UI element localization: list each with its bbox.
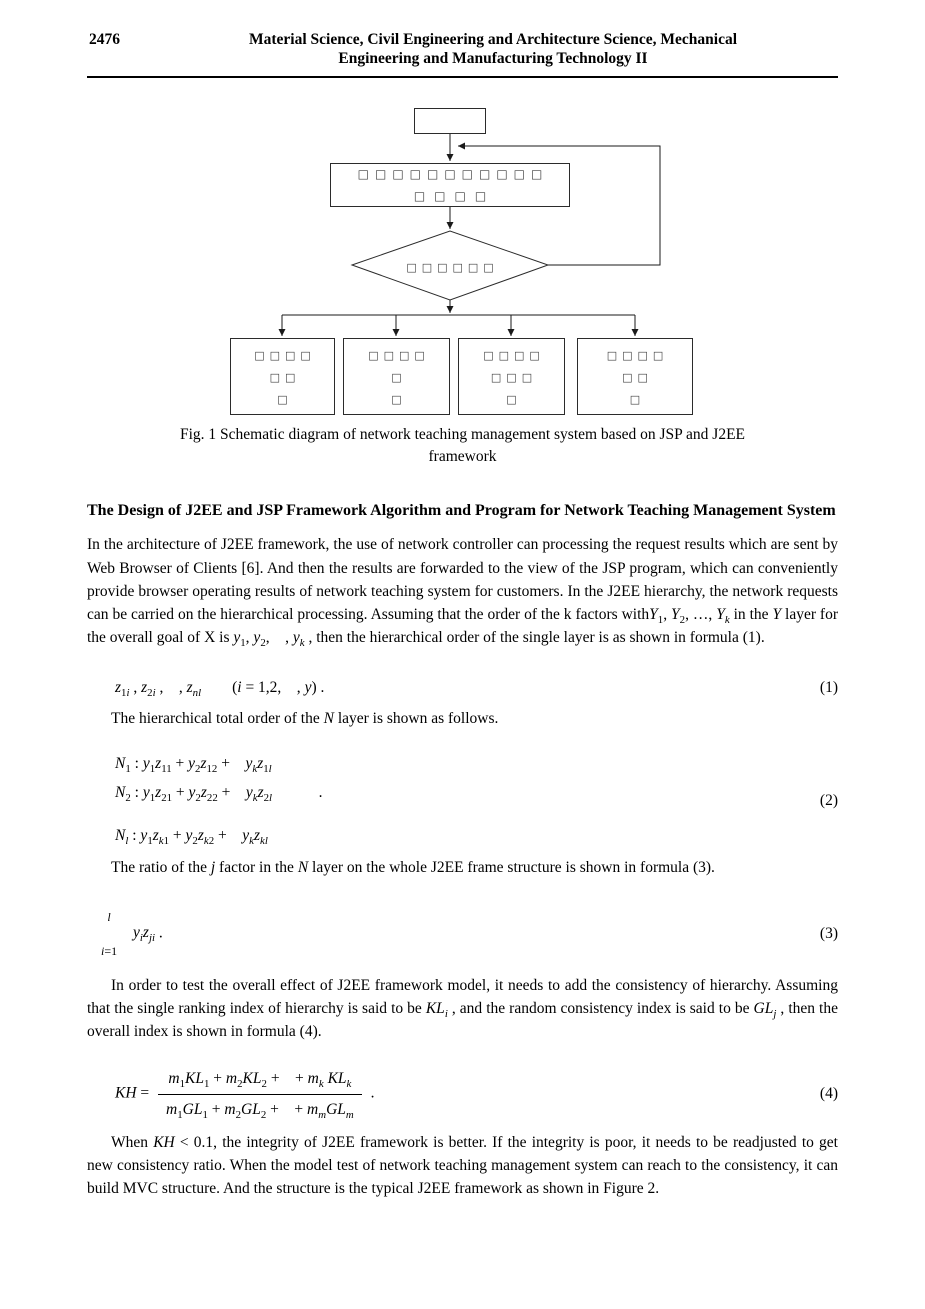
formula-1-number: (1) — [819, 678, 838, 696]
formula-2-line1: $N_1$ : $y_1z_{11} + y_2z_{12}$ + $y_kz_{1l}$ — [115, 755, 272, 776]
branch-box-line: □ — [277, 392, 293, 406]
branch-box-line: □□□□ — [254, 348, 316, 362]
journal-title — [148, 30, 838, 69]
flowchart-branch-box-4 — [577, 338, 693, 415]
main-box-line: □□□□ — [413, 188, 496, 203]
summation-bounds — [101, 908, 117, 960]
formula-2-line2: $N_2$ : $y_1z_{21} + y_2z_{22}$ + $y_kz_{2l}$ . — [115, 783, 323, 804]
branch-box-line: □ — [629, 392, 646, 406]
figure-1 — [87, 106, 838, 469]
formula-3-sum-upper: l — [107, 909, 111, 924]
formula-3-number: (3) — [819, 924, 838, 942]
para-total-order: The hierarchical total order of the N layer is shown as follows. — [111, 709, 499, 727]
section-heading: The Design of J2EE and JSP Framework Algorithm and Program for Network Teaching Management System — [87, 501, 836, 519]
para-conclusion: When KH < 0.1, the integrity of J2EE framework is better. If the integrity is poor, it needs to be readjusted to get new consistency ratio. When the model test of network teaching management system can reach to the consistency, it can build MVC structure. And the structure is the typical J2EE framework as shown in Figure 2. — [87, 1133, 838, 1198]
formula-1-body: $z_{1i}$ , $z_{2i}$ , , $z_{nl}$ (i = 1,2, , y) . — [115, 678, 325, 699]
formula-2-body — [115, 750, 322, 850]
formula-4 — [87, 1067, 838, 1121]
formula-4-period: . — [370, 1084, 375, 1102]
formula-1 — [87, 676, 838, 699]
page-number: 2476 — [89, 31, 120, 48]
figure-caption-line1: Fig. 1 Schematic diagram of network teaching management system based on JSP and J2EE — [179, 425, 746, 443]
branch-box-line: □ — [506, 392, 522, 406]
para-consistency: In order to test the overall effect of J2EE framework model, it needs to add the consistency of hierarchy. Assuming that the single ranking index of hierarchy is said to be $KL_i$ , and the random consistency index is said to be $GL_j$ , then the overall index is shown in formula (4). — [87, 976, 838, 1040]
formula-2-number: (2) — [819, 791, 838, 809]
formula-2-line3: $N_l$ : $y_1z_{k1} + y_2z_{k2}$ + $y_kz_{kl}$ — [115, 826, 268, 847]
formula-3-body: $y_iz_{ji}$ . — [133, 924, 163, 945]
branch-box-line: □□□□ — [368, 348, 430, 362]
formula-4-fraction — [158, 1067, 362, 1121]
para-intro: In the architecture of J2EE framework, the use of network controller can processing the request results which are sent by Web Browser of Clients [6]. And then the results are forwarded to the view of the JSP program, which can conveniently provide browser operating results of network teaching system for customers. In the J2EE hierarchy, the network requests can be carried on the hierarchical processing. Assuming that the order of the k factors withY$_1$, $Y_2$, …, $Y_k$ in the Y layer for the overall goal of X is $y_1$, $y_2$, , $y_k$ , then the hierarchical order of the single layer is as shown in formula (1). — [87, 536, 838, 650]
decision-label: □□□□□□ — [406, 260, 499, 274]
formula-4-lhs: KH = — [115, 1084, 150, 1102]
branch-box-line: □□□□ — [483, 348, 545, 362]
header-row — [87, 30, 838, 69]
para-ratio: The ratio of the j factor in the N layer on the whole J2EE frame structure is shown in formula (3). — [111, 859, 715, 877]
branch-box-line: □ — [391, 392, 407, 406]
branch-box-line: □□□ — [490, 370, 538, 384]
branch-box-line: □ — [391, 370, 407, 384]
formula-4-number: (4) — [819, 1085, 838, 1103]
figure-caption-line2: framework — [428, 448, 497, 466]
flowchart-branch-box-2 — [343, 338, 450, 415]
figure-caption — [87, 424, 838, 469]
flowchart-start-box — [414, 108, 486, 134]
branch-box-line: □□ — [622, 370, 653, 384]
formula-3-body-wrap — [101, 908, 163, 960]
page-header — [87, 30, 838, 78]
branch-box-line: □□ — [269, 370, 301, 384]
flowchart — [87, 106, 838, 419]
formula-4-numerator: $m_1KL_1 + m_2KL_2$ + + $m_k$ $KL_k$ — [158, 1067, 362, 1094]
formula-3 — [87, 908, 838, 960]
journal-title-line2: Engineering and Manufacturing Technology II — [338, 50, 648, 68]
formula-2 — [87, 750, 838, 850]
main-box-line: □□□□□□□□□□□ — [357, 166, 549, 181]
flowchart-main-box — [330, 163, 570, 207]
formula-3-sum-lower: i=1 — [101, 943, 118, 958]
journal-title-line1: Material Science, Civil Engineering and Architecture Science, Mechanical — [248, 31, 738, 48]
branch-box-line: □□□□ — [606, 348, 669, 362]
flowchart-branch-box-1 — [230, 338, 335, 415]
flowchart-branch-box-3 — [458, 338, 565, 415]
formula-4-denominator: $m_1GL_1 + m_2GL_2$ + + $m_mGL_m$ — [166, 1100, 354, 1121]
header-rule — [87, 76, 838, 78]
formula-4-body-wrap — [115, 1067, 375, 1121]
